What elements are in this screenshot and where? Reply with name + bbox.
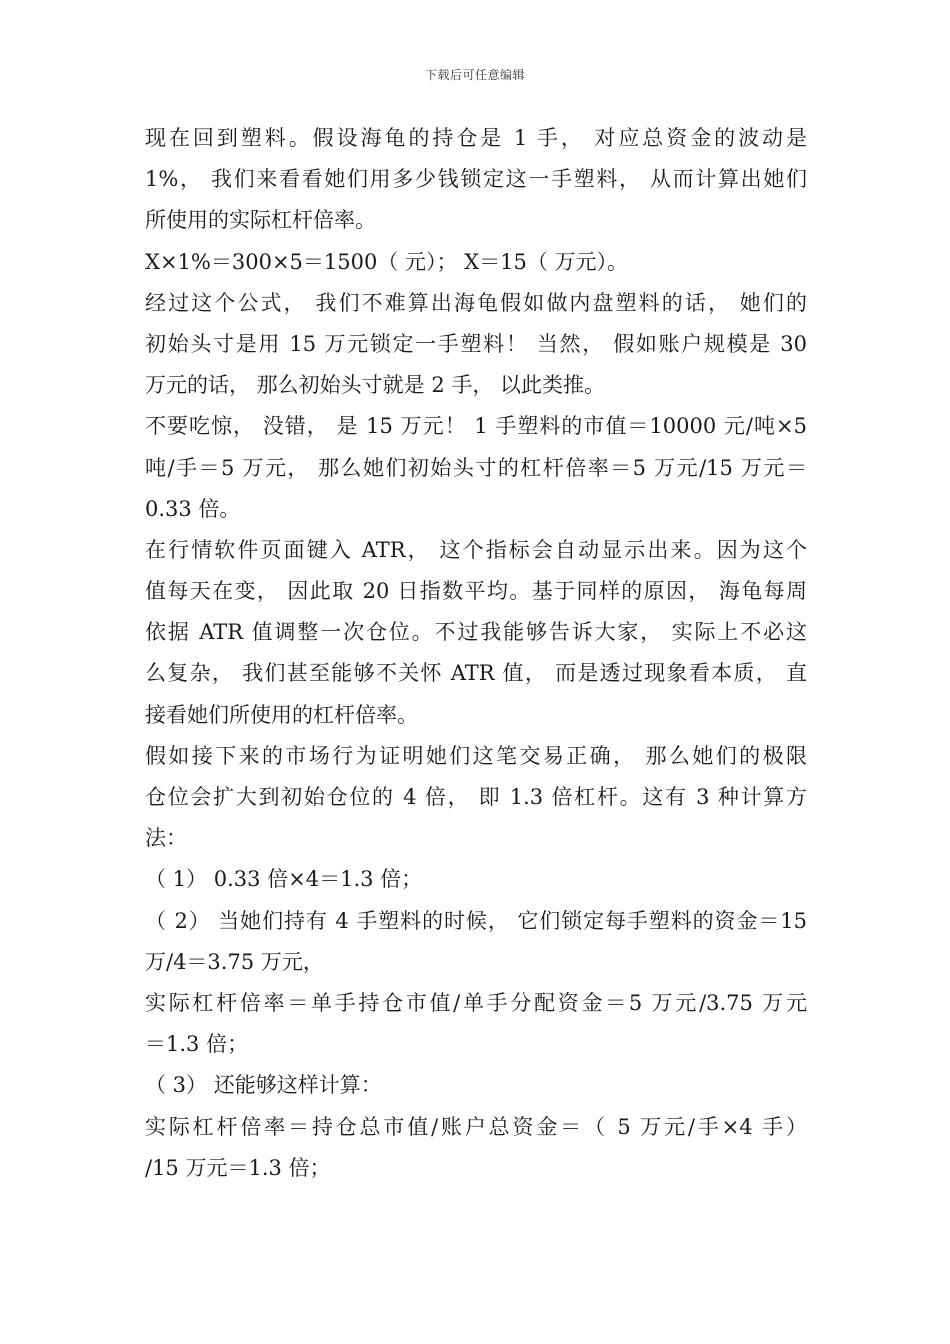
text-line: 实际杠杆倍率＝单手持仓市值/单手分配资金＝5 万元/3.75 万元 <box>145 990 807 1015</box>
text-line: X×1%＝300×5＝1500（ 元）； X＝15（ 万元）。 <box>145 249 629 274</box>
text-line: 经过这个公式， 我们不难算出海龟假如做内盘塑料的话， 她们的 <box>145 290 807 315</box>
text-line: 实际杠杆倍率＝持仓总市值/账户总资金＝（ 5 万元/手×4 手） <box>145 1114 807 1139</box>
text-line: 接看她们所使用的杠杆倍率。 <box>145 702 418 727</box>
text-line: 0.33 倍。 <box>145 496 241 521</box>
page-header: 下载后可任意编辑 <box>424 68 525 82</box>
text-line: （ 1） 0.33 倍×4＝1.3 倍； <box>145 867 423 892</box>
document-body <box>145 118 807 1189</box>
text-line: 万/4＝3.75 万元， <box>145 949 324 974</box>
text-line: 吨/手＝5 万元， 那么她们初始头寸的杠杆倍率＝5 万元/15 万元＝ <box>145 455 807 480</box>
text-line: /15 万元＝1.3 倍； <box>145 1155 331 1180</box>
text-line: （ 2） 当她们持有 4 手塑料的时候， 它们锁定每手塑料的资金＝15 <box>145 908 807 933</box>
text-line: ＝1.3 倍； <box>145 1032 249 1057</box>
text-line: 在行情软件页面键入 ATR， 这个指标会自动显示出来。因为这个 <box>145 537 807 562</box>
text-line: 仓位会扩大到初始仓位的 4 倍， 即 1.3 倍杠杆。这有 3 种计算方 <box>145 785 807 809</box>
text-line: 假如接下来的市场行为证明她们这笔交易正确， 那么她们的极限 <box>145 743 807 768</box>
text-line: 所使用的实际杠杆倍率。 <box>145 208 376 233</box>
text-line: 不要吃惊， 没错， 是 15 万元！ 1 手塑料的市值＝10000 元/吨×5 <box>145 414 807 439</box>
text-line: 初始头寸是用 15 万元锁定一手塑料！ 当然， 假如账户规模是 30 <box>145 331 807 356</box>
text-line: 万元的话， 那么初始头寸就是 2 手， 以此类推。 <box>145 373 606 398</box>
text-line: 法： <box>145 826 187 851</box>
text-line: 现在回到塑料。假设海龟的持仓是 1 手， 对应总资金的波动是 <box>145 126 807 150</box>
text-line: 依据 ATR 值调整一次仓位。不过我能够告诉大家， 实际上不必这 <box>145 620 807 645</box>
text-line: 么复杂， 我们甚至能够不关怀 ATR 值， 而是透过现象看本质， 直 <box>145 661 807 686</box>
text-line: （ 3） 还能够这样计算： <box>145 1073 382 1098</box>
text-line: 值每天在变， 因此取 20 日指数平均。基于同样的原因， 海龟每周 <box>145 579 807 604</box>
text-line: 1%， 我们来看看她们用多少钱锁定这一手塑料， 从而计算出她们 <box>145 167 807 192</box>
